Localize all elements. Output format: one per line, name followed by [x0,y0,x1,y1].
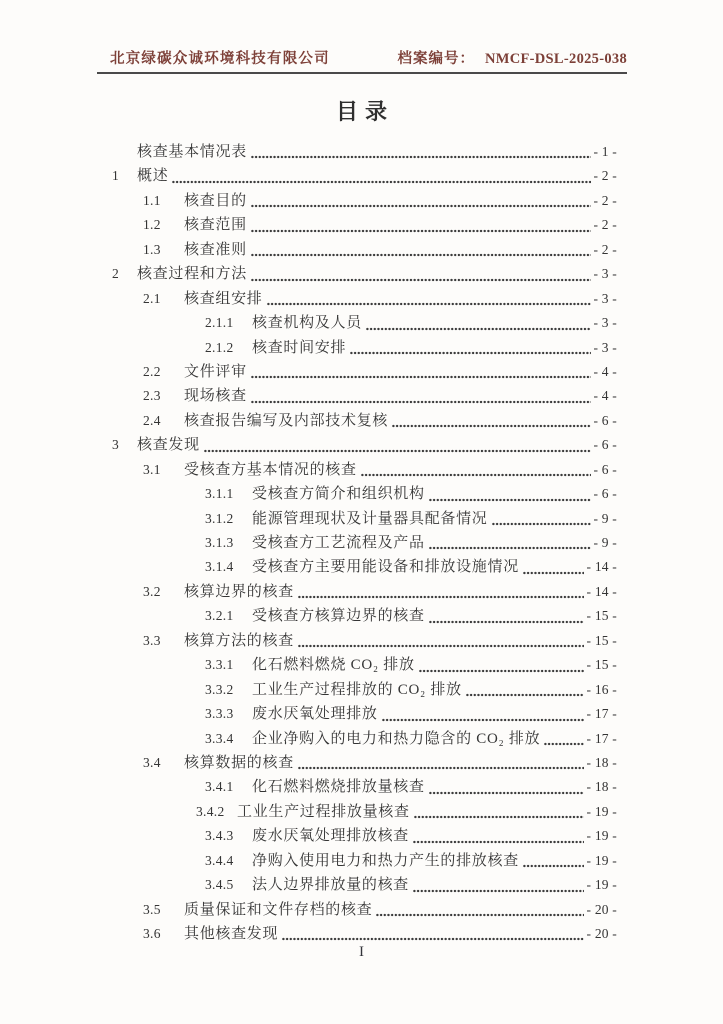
toc-dot-leader [523,563,584,576]
toc-page-number: - 18 - [586,754,617,770]
toc-page-number: - 20 - [586,901,617,917]
toc-entry [97,678,617,702]
toc-title: 化石燃料燃烧 CO₂ 排放 [252,657,415,674]
company-name: 北京绿碳众诚环境科技有限公司 [110,51,330,67]
toc-entry [97,433,617,457]
toc-title: 化石燃料燃烧排放量核查 [252,779,425,796]
toc-page-number: - 2 - [593,217,617,233]
toc-title: 文件评审 [184,363,247,380]
toc-number: 3.3.2 [205,681,234,697]
toc-title: 现场核查 [184,388,247,405]
toc-page-number: - 19 - [586,852,617,868]
toc-page-number: - 4 - [593,363,617,379]
toc-number: 3.1.2 [205,510,234,526]
toc-page-number: - 6 - [593,486,617,502]
toc-entry [97,824,617,848]
toc-entry [97,604,617,628]
toc-page-number: - 14 - [586,583,617,599]
toc-title: 核查时间安排 [252,339,347,356]
toc-dot-leader [361,465,591,478]
toc-entry [97,409,617,433]
toc-page-number: - 16 - [586,681,617,697]
toc-title: 其他核查发现 [184,926,279,942]
toc-entry [97,336,617,360]
toc-dot-leader [298,758,584,771]
toc-number: 2.1.2 [205,339,234,355]
toc-entry [97,287,617,311]
toc-entry [97,482,617,506]
toc-number: 3.4.1 [205,779,234,795]
toc-page-number: - 2 - [593,168,617,184]
toc-entry [97,800,617,824]
toc-title: 核查过程和方法 [137,266,247,283]
toc-number: 3.2.1 [205,608,234,624]
toc-dot-leader [429,538,591,551]
toc-entry [97,653,617,677]
toc-title: 能源管理现状及计量器具配备情况 [252,510,488,527]
toc-dot-leader [544,734,583,747]
toc-title: 工业生产过程排放量核查 [237,803,410,820]
toc-dot-leader [392,416,590,429]
toc-entry [97,458,617,482]
toc-entry [97,922,617,946]
toc-dot-leader [429,783,584,796]
toc-title: 废水厌氧处理排放核查 [252,828,410,845]
toc-page-number: - 1 - [593,144,617,159]
toc-entry [97,873,617,897]
toc-entry [97,238,617,262]
header-rule [97,72,627,74]
toc-page-number: - 15 - [586,632,617,648]
toc-page-number: - 6 - [593,461,617,477]
toc-dot-leader [413,832,584,845]
toc-dot-leader [492,514,591,527]
toc-page-number: - 4 - [593,388,617,404]
toc-page-number: - 3 - [593,339,617,355]
toc-title: 核查组安排 [184,290,263,307]
toc-dot-leader [414,807,584,820]
table-of-contents [97,140,617,946]
toc-page-number: - 2 - [593,241,617,257]
toc-number: 2.1.1 [205,315,234,331]
toc-dot-leader [382,710,584,723]
archive-field [397,47,627,68]
toc-title: 核查准则 [184,241,247,258]
toc-title: 废水厌氧处理排放 [252,706,378,723]
toc-page-number: - 18 - [586,779,617,795]
toc-page-number: - 9 - [593,535,617,550]
toc-title: 企业净购入的电力和热力隐含的 CO₂ 排放 [252,730,541,747]
toc-dot-leader [466,685,584,698]
toc-dot-leader [251,196,591,209]
toc-page-number: - 20 - [586,926,617,941]
toc-title: 受核查方主要用能设备和排放设施情况 [252,559,519,576]
toc-title: 核算数据的核查 [184,754,294,771]
toc-number: 3.1.3 [205,535,234,550]
toc-title: 受核查方简介和组织机构 [252,486,425,503]
toc-number: 3.4.4 [205,852,234,868]
toc-number: 3.3 [143,632,161,648]
toc-dot-leader [251,245,591,258]
toc-entry [97,213,617,237]
toc-number: 3.1.4 [205,559,234,575]
toc-page-number: - 9 - [593,510,617,526]
toc-entry [97,360,617,384]
toc-dot-leader [350,343,590,356]
toc-entry [97,384,617,408]
toc-entry [97,507,617,531]
toc-entry [97,751,617,775]
toc-entry [97,164,617,188]
toc-entry [97,531,617,555]
toc-dot-leader [172,172,590,185]
toc-number: 3.3.4 [205,730,234,746]
toc-page-number: - 17 - [586,730,617,746]
toc-number: 3.2 [143,583,161,599]
toc-dot-leader [298,636,584,649]
footer-page-number: I [359,944,364,960]
toc-number: 1.1 [143,192,161,208]
toc-number: 2.2 [143,363,161,379]
toc-title: 核算方法的核查 [184,632,294,649]
toc-title: 核查基本情况表 [137,144,247,160]
toc-page-number: - 2 - [593,192,617,208]
page-title: 目录 [335,99,394,124]
toc-number: 3.1.1 [205,486,234,502]
toc-page-number: - 19 - [586,877,617,893]
toc-entry [97,580,617,604]
toc-page-number: - 19 - [586,803,617,819]
toc-page-number: - 6 - [593,412,617,428]
toc-page-number: - 15 - [586,608,617,624]
toc-page-number: - 19 - [586,828,617,844]
toc-title: 核查发现 [137,437,200,454]
toc-entry [97,555,617,579]
toc-title: 核算边界的核查 [184,583,294,600]
toc-page-number: - 17 - [586,706,617,722]
toc-number: 2 [112,266,120,282]
toc-number: 3.3.1 [205,657,234,673]
toc-dot-leader [267,294,591,307]
toc-dot-leader [429,612,584,625]
toc-entry [97,629,617,653]
toc-dot-leader [413,881,584,894]
toc-entry [97,311,617,335]
toc-number: 1 [112,168,120,184]
toc-title: 核查范围 [184,217,247,234]
toc-dot-leader [523,856,584,869]
toc-dot-leader [366,319,591,332]
toc-entry [97,140,617,164]
toc-dot-leader [251,367,591,380]
toc-number: 2.1 [143,290,161,306]
toc-entry [97,262,617,286]
toc-title: 质量保证和文件存档的核查 [184,901,373,918]
toc-title: 工业生产过程排放的 CO₂ 排放 [252,681,462,698]
toc-entry [97,775,617,799]
toc-number: 3.4.2 [196,803,225,819]
toc-number: 3.4 [143,754,161,770]
toc-title: 核查目的 [184,192,247,209]
toc-title: 概述 [137,168,169,185]
toc-number: 3.5 [143,901,161,917]
toc-dot-leader [251,147,591,160]
toc-number: 1.2 [143,217,161,233]
archive-number: NMCF-DSL-2025-038 [484,51,627,67]
toc-number: 2.4 [143,412,161,428]
toc-number: 3.3.3 [205,706,234,722]
page-header [97,47,627,68]
toc-number: 3.6 [143,926,161,941]
toc-dot-leader [282,929,583,942]
archive-label: 档案编号： [397,51,475,67]
toc-title: 受核查方基本情况的核查 [184,461,357,478]
toc-page-number: - 15 - [586,657,617,673]
toc-dot-leader [251,270,591,283]
toc-dot-leader [429,490,591,503]
toc-title: 核查机构及人员 [252,315,362,332]
toc-title: 受核查方工艺流程及产品 [252,535,425,551]
toc-dot-leader [376,905,583,918]
toc-entry [97,189,617,213]
toc-number: 3.4.3 [205,828,234,844]
toc-number: 3.4.5 [205,877,234,893]
toc-page-number: - 6 - [593,437,617,453]
toc-title: 净购入使用电力和热力产生的排放核查 [252,852,519,869]
toc-title: 受核查方核算边界的核查 [252,608,425,625]
toc-page-number: - 3 - [593,266,617,282]
toc-number: 3.1 [143,461,161,477]
toc-dot-leader [298,587,584,600]
toc-title: 法人边界排放量的核查 [252,877,410,894]
toc-dot-leader [251,221,591,234]
toc-entry [97,727,617,751]
toc-page-number: - 3 - [593,315,617,331]
toc-entry [97,702,617,726]
toc-dot-leader [251,392,591,405]
toc-entry [97,849,617,873]
toc-dot-leader [204,441,591,454]
toc-page-number: - 14 - [586,559,617,575]
toc-number: 1.3 [143,241,161,257]
toc-page-number: - 3 - [593,290,617,306]
toc-number: 3 [112,437,120,453]
toc-dot-leader [419,661,584,674]
toc-entry [97,898,617,922]
toc-title: 核查报告编写及内部技术复核 [184,412,389,429]
toc-number: 2.3 [143,388,161,404]
